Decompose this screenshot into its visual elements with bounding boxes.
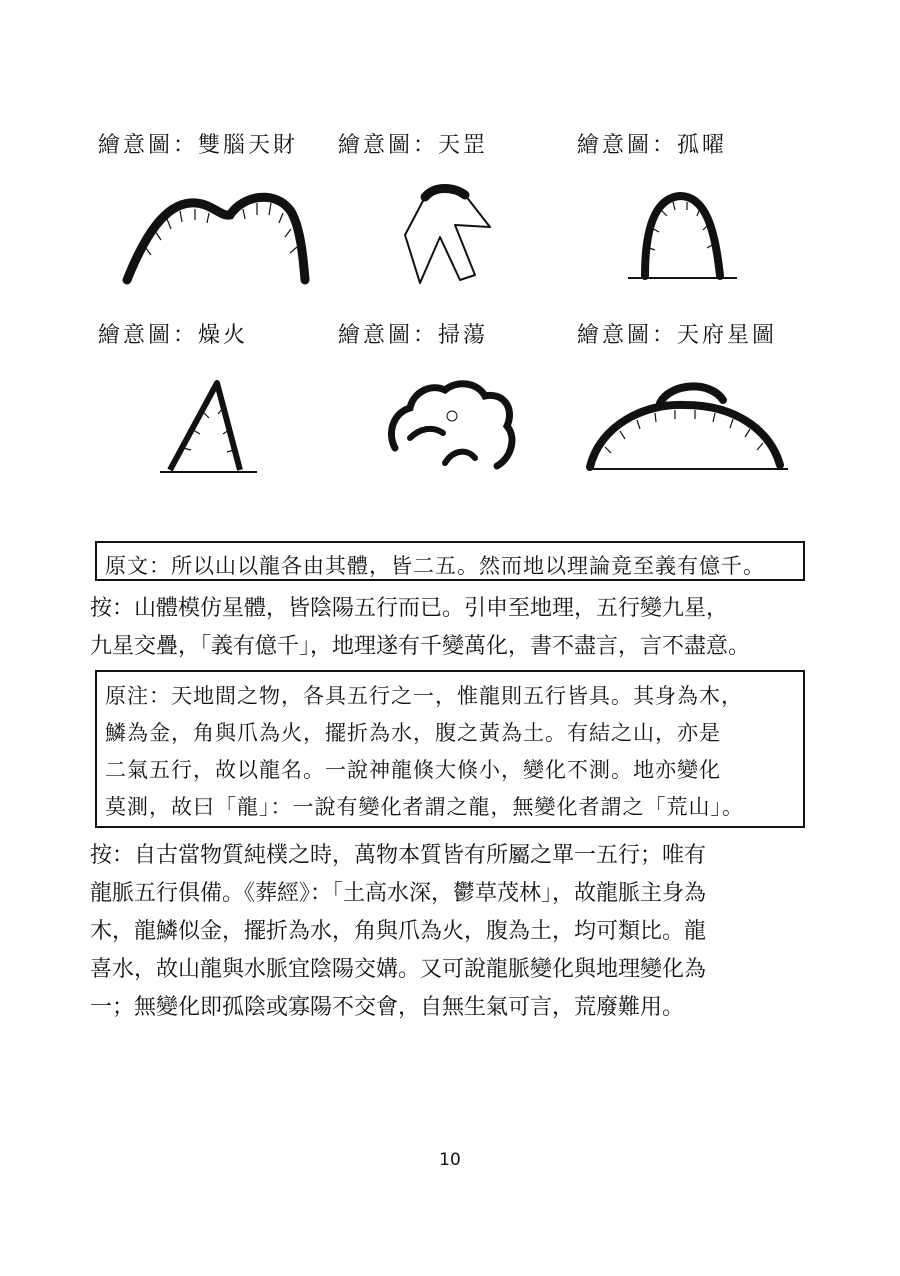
original-commentary-box: [95, 670, 805, 828]
figure-caption-5: 繪意圖：掃蕩: [338, 323, 489, 348]
figure-caption-4: 繪意圖：燥火: [98, 323, 249, 348]
annotation-1: [90, 590, 810, 666]
figure-caption-2: 繪意圖：天罡: [338, 133, 489, 158]
annotation-2: [90, 837, 810, 1027]
commentary-line: 鱗為金，角與爪為火，擺折為水，腹之黃為土。有結之山，亦是: [105, 721, 721, 745]
wavy-mountain-icon: [385, 378, 520, 478]
triangle-mountain-icon: [155, 378, 260, 478]
original-text-box: 原文：所以山以龍各由其體，皆二五。然而地以理論竟至義有億千。: [95, 541, 805, 581]
figure-caption-3: 繪意圖：孤曜: [577, 133, 728, 158]
figure-caption-1: 繪意圖：雙腦天財: [98, 133, 299, 158]
annotation-1-line: 按：山體模仿星體，皆陰陽五行而已。引申至地理，五行變九星，: [90, 596, 729, 621]
annotation-2-line: 木，龍鱗似金，擺折為水，角與爪為火，腹為土，均可類比。龍: [90, 919, 707, 944]
annotation-2-line: 龍脈五行俱備。《葬經》：「土高水深，鬱草茂林」，故龍脈主身為: [90, 881, 707, 906]
dome-mountain-icon: [625, 188, 740, 283]
annotation-2-line: 按：自古當物質純樸之時，萬物本質皆有所屬之單一五行；唯有: [90, 843, 707, 868]
commentary-line: 莫測，故曰「龍」：一說有變化者謂之龍，無變化者謂之「荒山」。: [105, 795, 744, 819]
annotation-1-line: 九星交疊，「義有億千」，地理遂有千變萬化，書不盡言，言不盡意。: [90, 634, 751, 659]
pointed-mountain-icon: [400, 185, 500, 290]
annotation-2-line: 一；無變化即孤陰或寡陽不交會，自無生氣可言，荒廢難用。: [90, 995, 685, 1020]
commentary-line: 二氣五行，故以龍名。一說神龍倏大倏小，變化不測。地亦變化: [105, 758, 721, 782]
layered-dome-mountain-icon: [585, 375, 790, 475]
commentary-line: 原注：天地間之物，各具五行之一，惟龍則五行皆具。其身為木，: [105, 684, 743, 708]
annotation-2-line: 喜水，故山龍與水脈宜陰陽交媾。又可說龍脈變化與地理變化為: [90, 957, 707, 982]
twin-peak-mountain-icon: [125, 185, 310, 285]
figure-caption-6: 繪意圖：天府星圖: [577, 323, 778, 348]
page-number: 10: [439, 1150, 461, 1170]
